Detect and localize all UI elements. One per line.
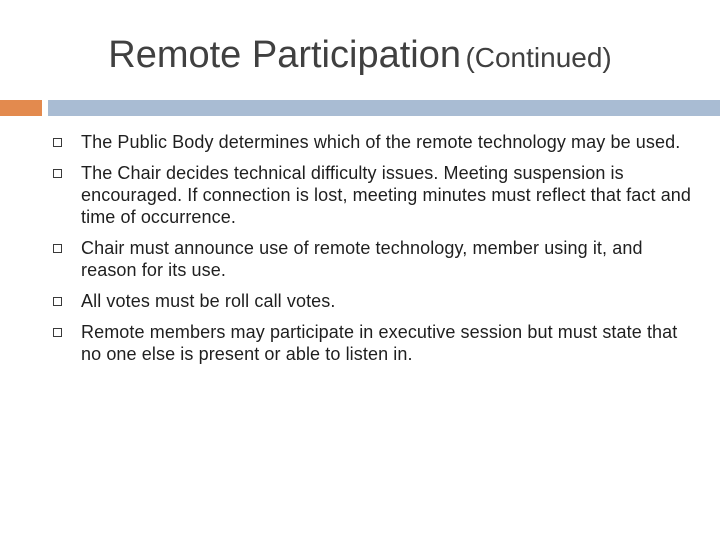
bullet-text: Remote members may participate in executive session but must state that no one else is present or able to listen in.: [81, 322, 678, 364]
bullet-item: [0, 321, 720, 365]
bullet-text: The Chair decides technical difficulty issues. Meeting suspension is encouraged. If connection is lost, meeting minutes must reflect that fact and time of occurrence.: [81, 163, 692, 227]
slide-title-sub: (Continued): [465, 42, 612, 73]
square-bullet-icon: [53, 244, 62, 253]
bullet-item: [0, 162, 720, 228]
bullet-text: The Public Body determines which of the remote technology may be used.: [81, 132, 681, 152]
square-bullet-icon: [53, 328, 62, 337]
bullet-item: [0, 237, 720, 281]
bullet-text: All votes must be roll call votes.: [81, 291, 336, 311]
header-rule-bar: [48, 100, 720, 116]
slide-title-main: Remote Participation: [108, 34, 461, 76]
square-bullet-icon: [53, 169, 62, 178]
bullet-item: [0, 131, 720, 153]
square-bullet-icon: [53, 297, 62, 306]
bullet-list: [0, 131, 720, 374]
square-bullet-icon: [53, 138, 62, 147]
bullet-text: Chair must announce use of remote technology, member using it, and reason for its use.: [81, 238, 643, 280]
bullet-item: [0, 290, 720, 312]
accent-bar: [0, 100, 42, 116]
slide-title: [0, 36, 720, 74]
